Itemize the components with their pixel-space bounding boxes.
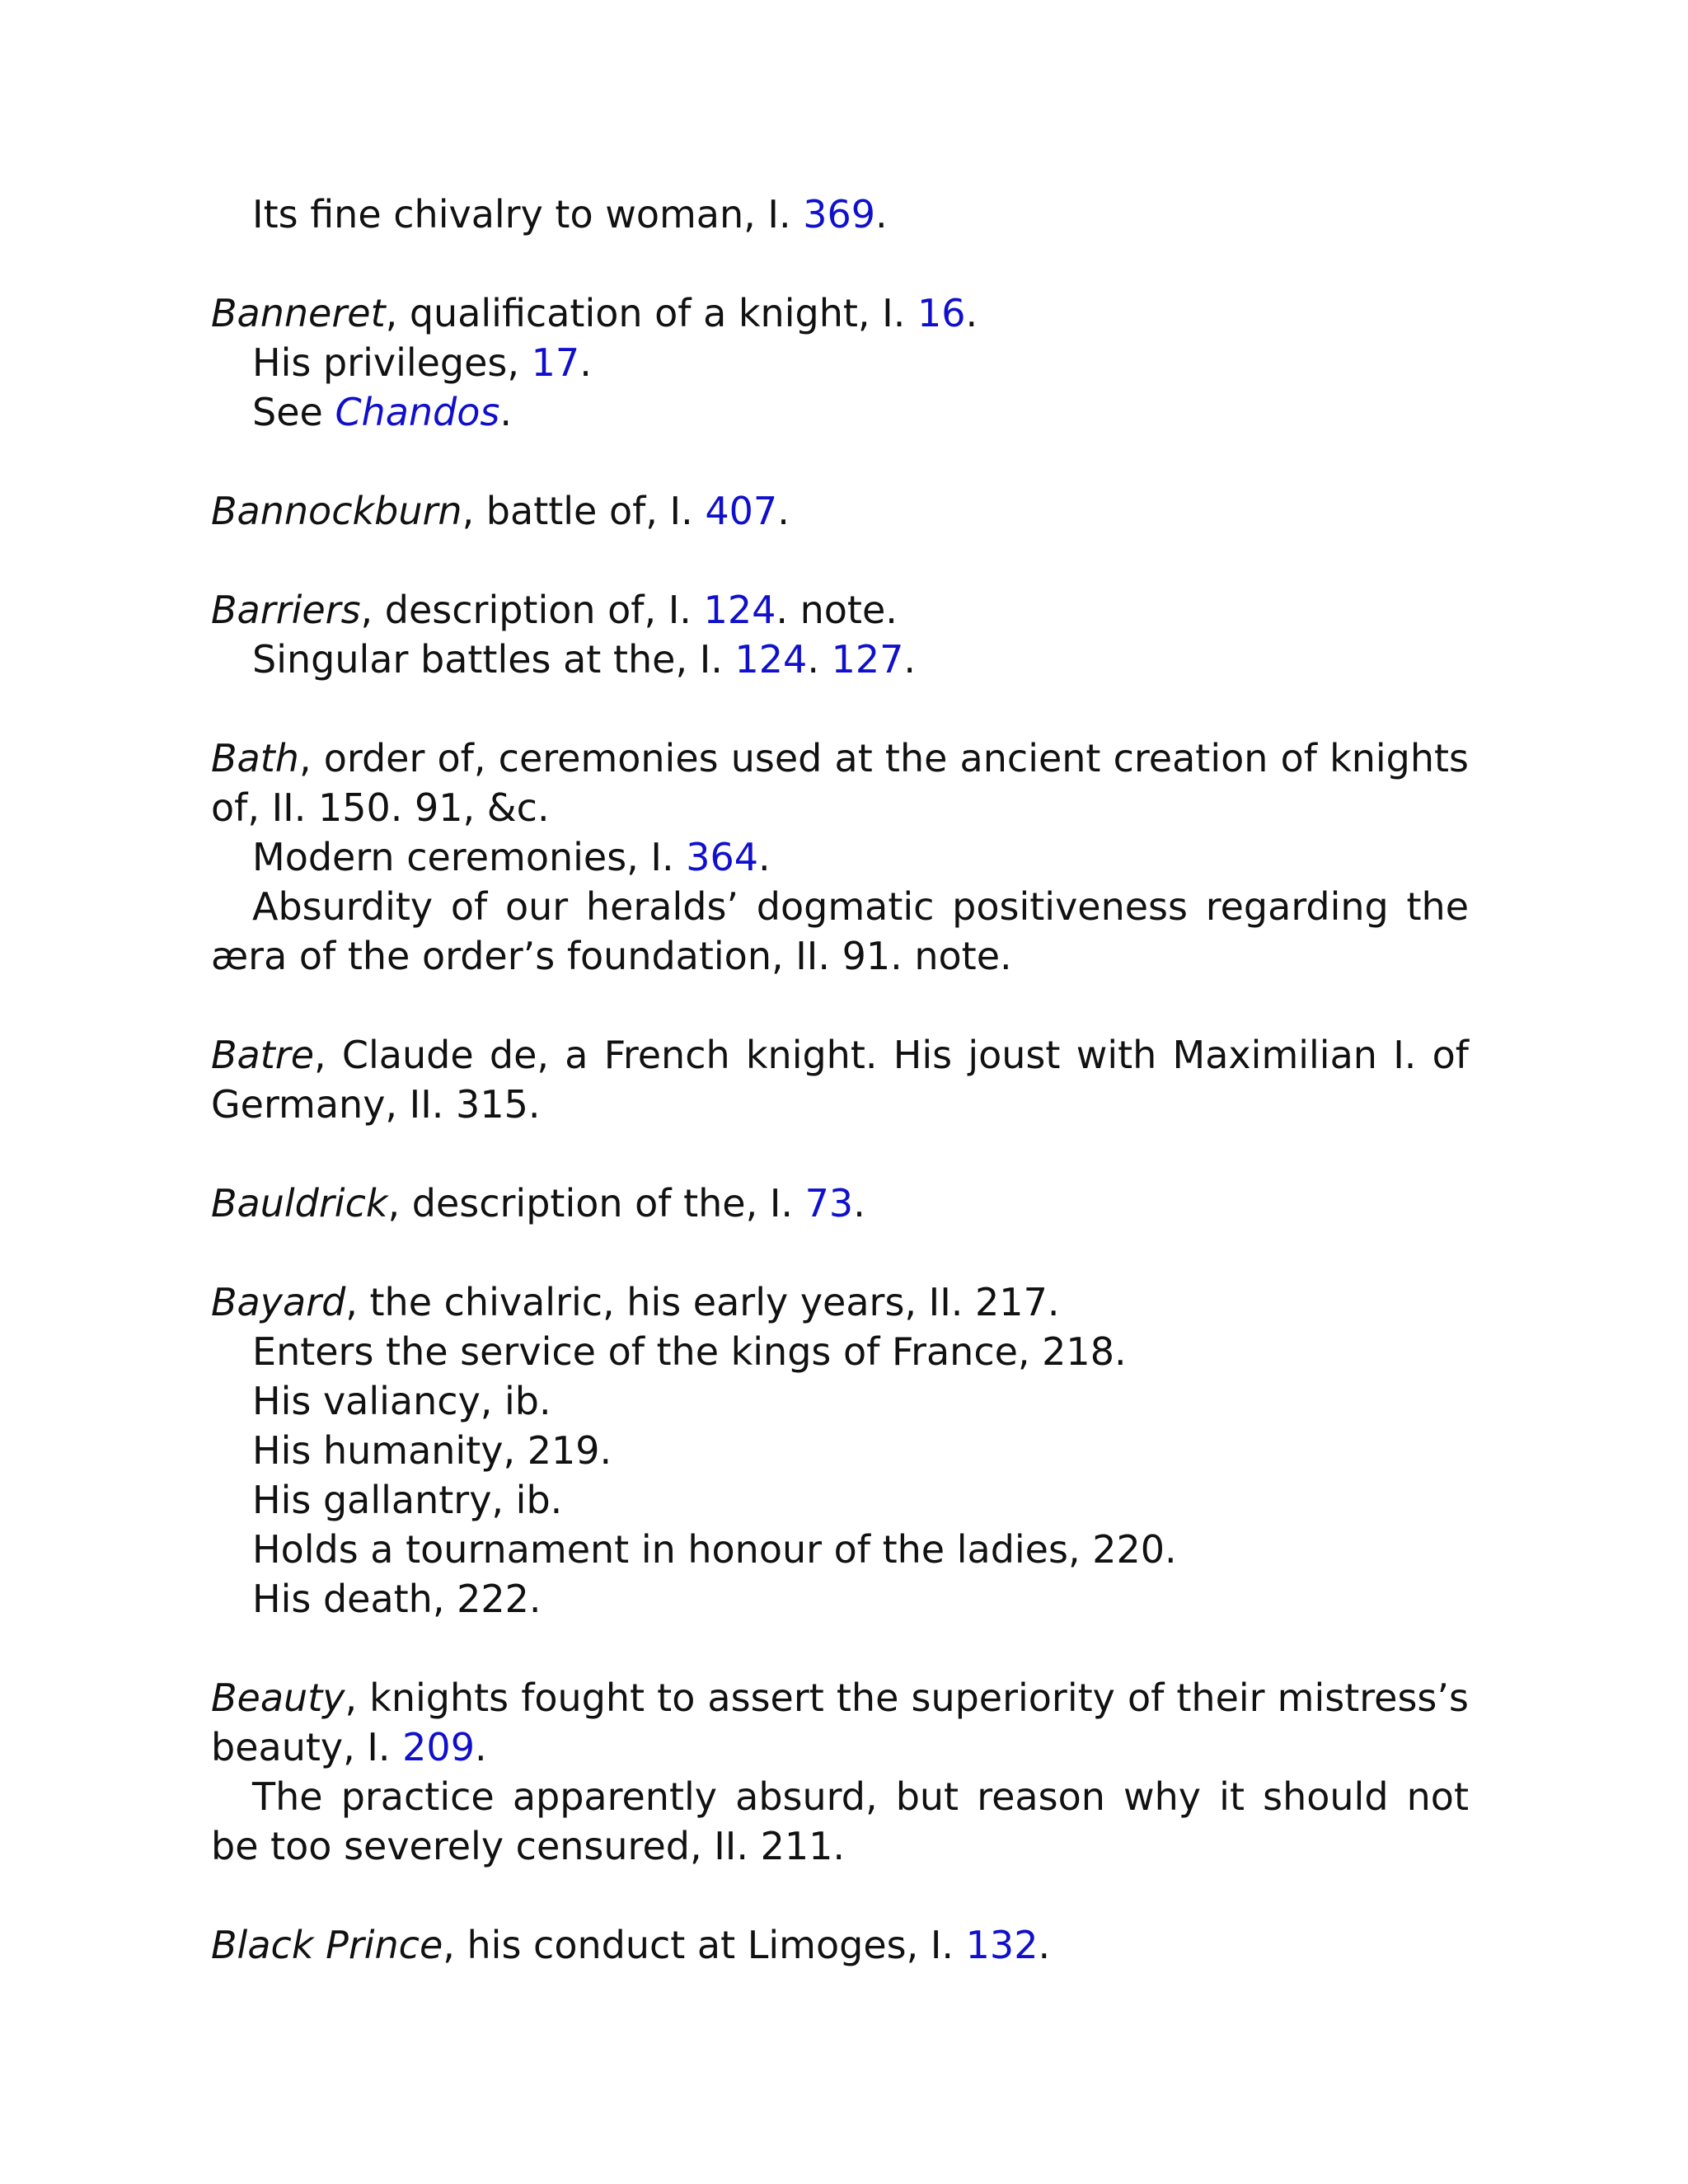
subentry-line [211, 190, 1469, 239]
entry-text: , description of the, I. [387, 1181, 805, 1226]
entry-headword: Bauldrick [211, 1181, 388, 1226]
entry-text: , battle of, I. [462, 489, 706, 533]
entry-line [211, 1673, 1469, 1772]
subentry-line: The practice apparently absurd, but reason why it should not be too severely censured, II. 211. [211, 1774, 1469, 1868]
entry-line [211, 288, 1469, 338]
page-link[interactable]: 132 [965, 1923, 1039, 1967]
entry-headword: Bayard [211, 1280, 346, 1324]
page-link[interactable]: 369 [803, 192, 876, 237]
subentry-line: Absurdity of our heralds’ dogmatic positiveness regarding the æra of the order’s foundation, II. 91. note. [211, 884, 1469, 978]
subentry-line: His valiancy, ib. [252, 1379, 551, 1423]
entry-line [211, 1030, 1469, 1129]
entry-line [211, 585, 1469, 635]
subentry-text: Modern ceremonies, I. [252, 835, 687, 879]
entry-line [211, 1277, 1469, 1327]
index-entry-bath [211, 733, 1469, 981]
subentry-line: His gallantry, ib. [252, 1478, 563, 1522]
punctuation: . [758, 835, 771, 879]
page-link[interactable]: 124 [703, 588, 776, 632]
index-entry-bannockburn [211, 486, 1469, 536]
entry-headword: Batre [211, 1033, 314, 1077]
page-link[interactable]: 16 [917, 291, 966, 335]
entry-text: , the chivalric, his early years, II. 217. [345, 1280, 1060, 1324]
page-link[interactable]: 73 [804, 1181, 854, 1226]
entry-line [211, 733, 1469, 832]
entry-text: , knights fought to assert the superiority of their mistress’s beauty, I. [211, 1675, 1469, 1769]
punctuation: . [903, 637, 917, 682]
subentry-text: Its fine chivalry to woman, I. [252, 192, 804, 237]
punctuation: . [807, 637, 832, 682]
entry-text: . note. [776, 588, 898, 632]
subentry-line [211, 635, 1469, 684]
punctuation: . [1038, 1923, 1051, 1967]
page-link[interactable]: 364 [686, 835, 759, 879]
entry-line [211, 1179, 1469, 1228]
entry-headword: Barriers [211, 588, 361, 632]
subentry-text: Singular battles at the, I. [252, 637, 735, 682]
entry-headword: Banneret [211, 291, 386, 335]
punctuation: . [777, 489, 790, 533]
entry-line [211, 486, 1469, 536]
page-link[interactable]: 127 [831, 637, 904, 682]
entry-headword: Black Prince [211, 1923, 443, 1967]
subentry-line: His death, 222. [252, 1577, 542, 1621]
index-entry-bayard [211, 1277, 1469, 1624]
entry-text: , qualification of a knight, I. [385, 291, 917, 335]
cross-reference-link[interactable]: Chandos [335, 390, 500, 434]
index-entry-batre [211, 1030, 1469, 1129]
entry-headword: Beauty [211, 1675, 345, 1720]
entry-text: , description of, I. [360, 588, 704, 632]
index-entry-beauty [211, 1673, 1469, 1871]
entry-headword: Bath [211, 736, 299, 780]
punctuation: . [875, 192, 888, 237]
entry-text: , his conduct at Limoges, I. [443, 1923, 966, 1967]
entry-headword: Bannockburn [211, 489, 462, 533]
entry-line [211, 1920, 1469, 1970]
subentry-line: Holds a tournament in honour of the ladies, 220. [252, 1527, 1177, 1572]
entry-text: , Claude de, a French knight. His joust with Maximilian I. of Germany, II. 315. [211, 1033, 1469, 1127]
subentry-text: See [252, 390, 335, 434]
subentry-text: His privileges, [252, 340, 532, 385]
index-entry-black-prince [211, 1920, 1469, 1970]
punctuation: . [499, 390, 512, 434]
index-entry-barriers [211, 585, 1469, 684]
punctuation: . [474, 1725, 487, 1769]
punctuation: . [579, 340, 592, 385]
subentry-line [211, 387, 1469, 437]
page-link[interactable]: 17 [531, 340, 580, 385]
page-link[interactable]: 407 [705, 489, 778, 533]
subentry-line [211, 832, 1469, 882]
subentry-line: His humanity, 219. [252, 1428, 612, 1473]
page-link[interactable]: 209 [402, 1725, 475, 1769]
entry-text: , order of, ceremonies used at the ancient creation of knights of, II. 150. 91, &c. [211, 736, 1469, 830]
subentry-line [211, 338, 1469, 387]
index-entry-bauldrick [211, 1179, 1469, 1228]
index-page [211, 190, 1469, 2019]
punctuation: . [853, 1181, 865, 1226]
index-entry-woman-continued [211, 190, 1469, 239]
index-entry-banneret [211, 288, 1469, 437]
punctuation: . [965, 291, 978, 335]
page-link[interactable]: 124 [734, 637, 808, 682]
subentry-line: Enters the service of the kings of France, 218. [252, 1329, 1127, 1374]
